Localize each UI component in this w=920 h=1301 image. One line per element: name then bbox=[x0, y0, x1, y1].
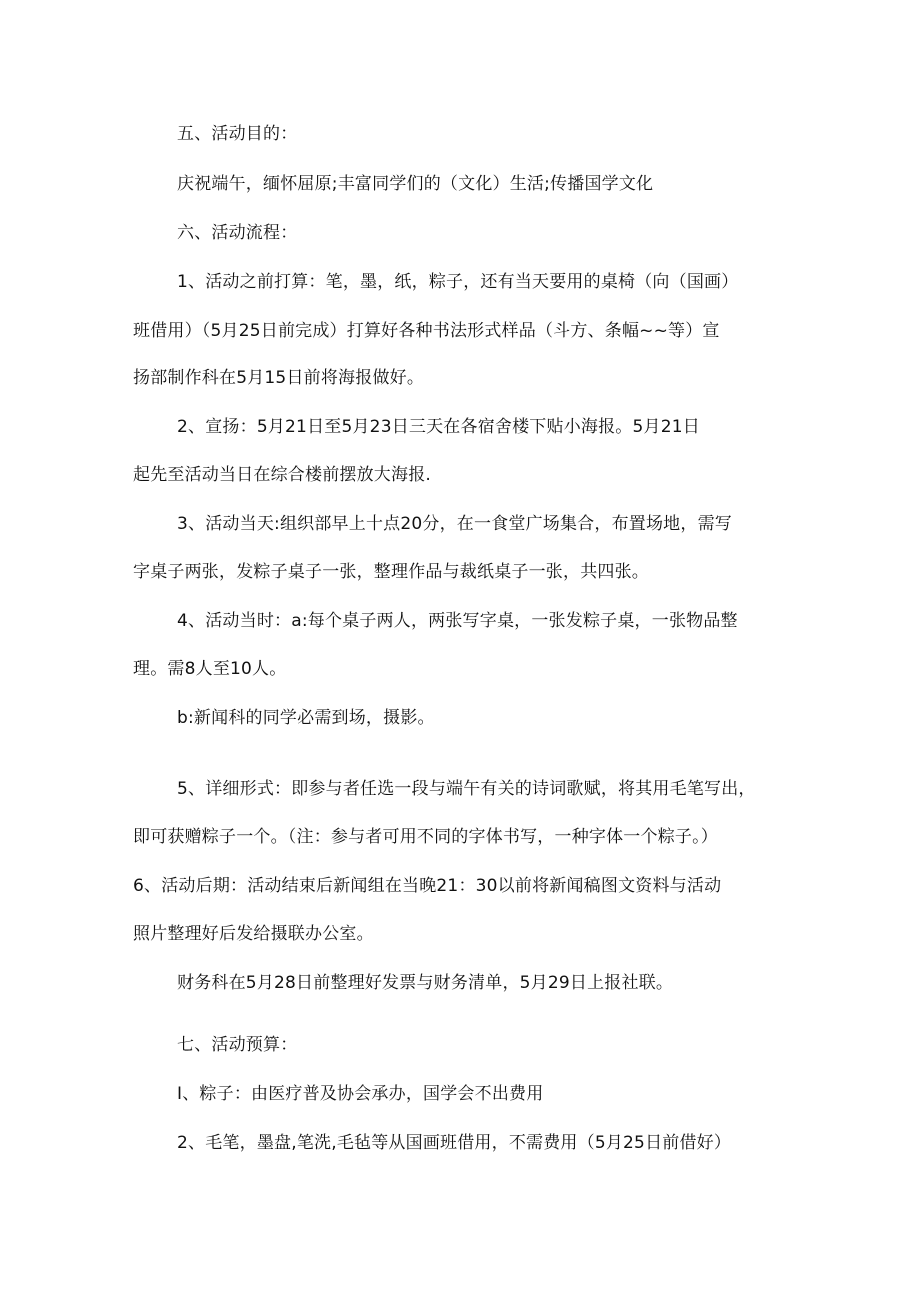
section-six-heading: 六、活动流程： bbox=[177, 223, 298, 243]
item-2-line-1: 2、宣扬：5月21日至5月23日三天在各宿舍楼下贴小海报。5月21日 bbox=[177, 417, 700, 437]
item-4-line-2: 理。需8人至10人。 bbox=[133, 659, 287, 679]
item-4b-line: b:新闻科的同学必需到场，摄影。 bbox=[177, 708, 435, 728]
section-five-heading: 五、活动目的： bbox=[177, 124, 298, 144]
budget-item-1: I、粽子：由医疗普及协会承办，国学会不出费用 bbox=[177, 1084, 544, 1104]
item-1-line-1: 1、活动之前打算：笔，墨，纸，粽子，还有当天要用的桌椅（向（国画） bbox=[177, 272, 739, 292]
item-3-line-2: 字桌子两张，发粽子桌子一张，整理作品与裁纸桌子一张，共四张。 bbox=[133, 562, 649, 582]
item-1-line-2: 班借用）（5月25日前完成）打算好各种书法形式样品（斗方、条幅~~等）宣 bbox=[133, 321, 720, 341]
section-seven-heading: 七、活动预算： bbox=[177, 1035, 298, 1055]
finance-note: 财务科在5月28日前整理好发票与财务清单，5月29日上报社联。 bbox=[177, 973, 674, 993]
item-4-line-1: 4、活动当时：a:每个桌子两人，两张写字桌，一张发粽子桌，一张物品整 bbox=[177, 611, 738, 631]
budget-item-2: 2、毛笔，墨盘,笔洗,毛毡等从国画班借用，不需费用（5月25日前借好） bbox=[177, 1133, 732, 1153]
item-3-line-1: 3、活动当天:组织部早上十点20分，在一食堂广场集合，布置场地，需写 bbox=[177, 514, 732, 534]
item-5-line-1: 5、详细形式：即参与者任选一段与端午有关的诗词歌赋，将其用毛笔写出， bbox=[177, 779, 756, 799]
item-1-line-3: 扬部制作科在5月15日前将海报做好。 bbox=[133, 368, 425, 388]
item-5-line-2: 即可获赠粽子一个。（注：参与者可用不同的字体书写，一种字体一个粽子。） bbox=[133, 827, 718, 847]
section-five-body: 庆祝端午，缅怀屈原;丰富同学们的（文化）生活;传播国学文化 bbox=[177, 174, 654, 194]
item-6-line-1: 6、活动后期：活动结束后新闻组在当晚21：30以前将新闻稿图文资料与活动 bbox=[133, 876, 722, 896]
item-2-line-2: 起先至活动当日在综合楼前摆放大海报. bbox=[133, 465, 432, 485]
item-6-line-2: 照片整理好后发给摄联办公室。 bbox=[133, 924, 374, 944]
